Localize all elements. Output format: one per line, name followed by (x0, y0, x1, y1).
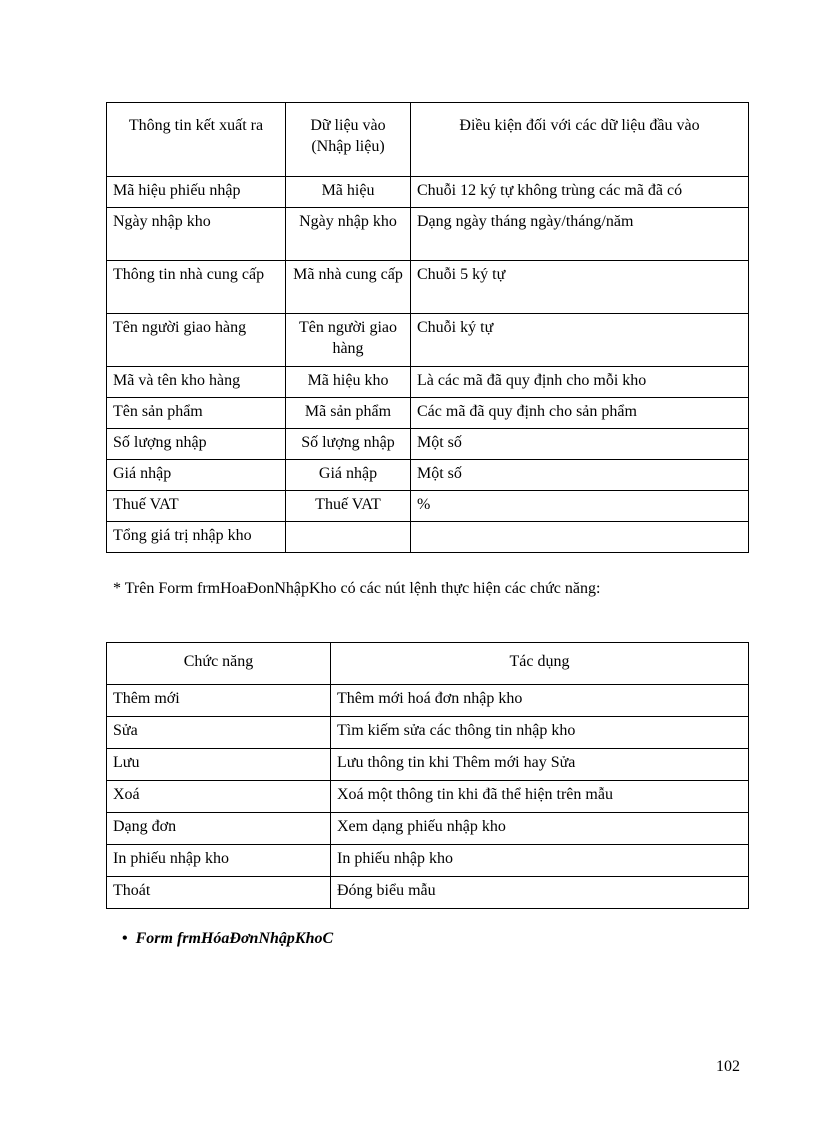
table-row (107, 429, 749, 460)
cell-effect: Thêm mới hoá đơn nhập kho (331, 685, 749, 717)
table-row (107, 208, 749, 261)
form-buttons-note: * Trên Form frmHoaĐonNhậpKho có các nút lệnh thực hiện các chức năng: (113, 580, 601, 597)
cell-output: Thông tin nhà cung cấp (107, 261, 286, 314)
cell-output: Mã và tên kho hàng (107, 367, 286, 398)
cell-output: Tên sản phẩm (107, 398, 286, 429)
table-row (107, 845, 749, 877)
table-row (107, 717, 749, 749)
cell-function: Xoá (107, 781, 331, 813)
bullet-icon: • (122, 930, 128, 947)
header-effect: Tác dụng (331, 643, 749, 685)
table-row (107, 261, 749, 314)
cell-condition: % (411, 491, 749, 522)
cell-effect: In phiếu nhập kho (331, 845, 749, 877)
header-function: Chức năng (107, 643, 331, 685)
header-output-info: Thông tin kết xuất ra (107, 103, 286, 177)
cell-function: Thoát (107, 877, 331, 909)
cell-input: Mã nhà cung cấp (286, 261, 411, 314)
cell-output: Thuế VAT (107, 491, 286, 522)
cell-condition: Dạng ngày tháng ngày/tháng/năm (411, 208, 749, 261)
cell-condition: Chuỗi ký tự (411, 314, 749, 367)
cell-input: Ngày nhập kho (286, 208, 411, 261)
table-row (107, 877, 749, 909)
cell-input: Giá nhập (286, 460, 411, 491)
cell-effect: Xoá một thông tin khi đã thể hiện trên mẫu (331, 781, 749, 813)
cell-effect: Đóng biểu mẫu (331, 877, 749, 909)
cell-output: Mã hiệu phiếu nhập (107, 177, 286, 208)
cell-function: Thêm mới (107, 685, 331, 717)
table-row (107, 314, 749, 367)
cell-function: Lưu (107, 749, 331, 781)
cell-input: Tên người giao hàng (286, 314, 411, 367)
cell-function: Dạng đơn (107, 813, 331, 845)
cell-condition: Chuỗi 12 ký tự không trùng các mã đã có (411, 177, 749, 208)
cell-output: Tên người giao hàng (107, 314, 286, 367)
input-data-table (106, 102, 749, 553)
cell-input: Mã sản phẩm (286, 398, 411, 429)
table-row (107, 177, 749, 208)
cell-input (286, 522, 411, 553)
cell-function: In phiếu nhập kho (107, 845, 331, 877)
form-bullet-item (122, 930, 333, 948)
table-row (107, 367, 749, 398)
cell-condition: Một số (411, 460, 749, 491)
table-row (107, 813, 749, 845)
cell-input: Mã hiệu kho (286, 367, 411, 398)
cell-condition (411, 522, 749, 553)
functions-table (106, 642, 749, 909)
table-header-row (107, 103, 749, 177)
cell-condition: Một số (411, 429, 749, 460)
cell-effect: Tìm kiếm sửa các thông tin nhập kho (331, 717, 749, 749)
cell-condition: Chuỗi 5 ký tự (411, 261, 749, 314)
table-row (107, 460, 749, 491)
cell-output: Ngày nhập kho (107, 208, 286, 261)
cell-input: Mã hiệu (286, 177, 411, 208)
table-row (107, 398, 749, 429)
cell-input: Thuế VAT (286, 491, 411, 522)
page-number: 102 (716, 1058, 740, 1075)
cell-effect: Xem dạng phiếu nhập kho (331, 813, 749, 845)
table-row (107, 522, 749, 553)
cell-effect: Lưu thông tin khi Thêm mới hay Sửa (331, 749, 749, 781)
table-header-row (107, 643, 749, 685)
cell-function: Sửa (107, 717, 331, 749)
cell-output: Số lượng nhập (107, 429, 286, 460)
table-row (107, 781, 749, 813)
bullet-text: Form frmHóaĐơnNhậpKhoC (135, 930, 334, 947)
cell-output: Tổng giá trị nhập kho (107, 522, 286, 553)
cell-output: Giá nhập (107, 460, 286, 491)
header-conditions: Điều kiện đối với các dữ liệu đầu vào (411, 103, 749, 177)
cell-condition: Các mã đã quy định cho sản phẩm (411, 398, 749, 429)
table-row (107, 749, 749, 781)
cell-input: Số lượng nhập (286, 429, 411, 460)
header-input-data: Dữ liệu vào (Nhập liệu) (286, 103, 411, 177)
table-row (107, 685, 749, 717)
cell-condition: Là các mã đã quy định cho mỗi kho (411, 367, 749, 398)
table-row (107, 491, 749, 522)
